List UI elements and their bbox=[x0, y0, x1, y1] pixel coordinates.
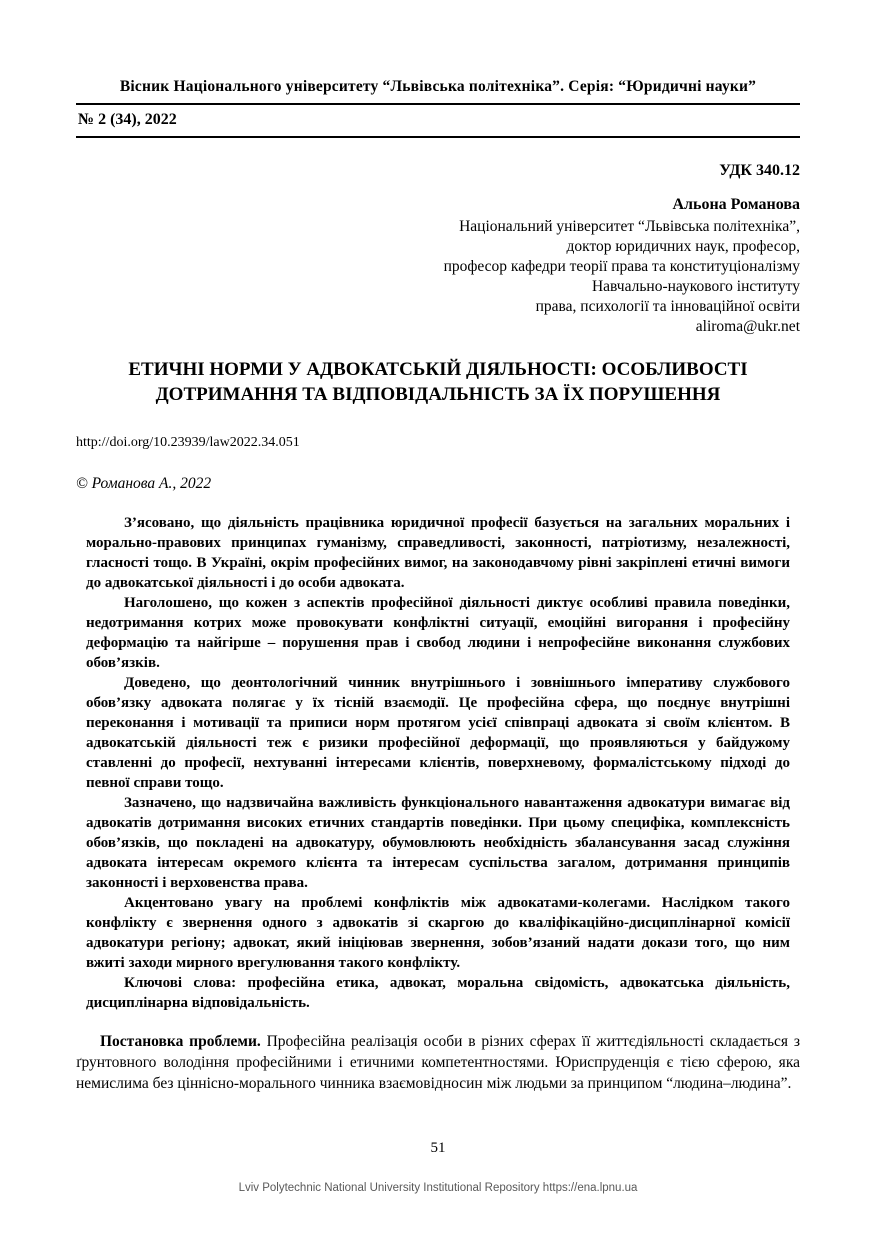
author-affiliation bbox=[76, 217, 800, 337]
page-number: 51 bbox=[430, 1140, 446, 1156]
doi-link[interactable]: http://doi.org/10.23939/law2022.34.051 bbox=[76, 435, 300, 450]
abstract-paragraph: З’ясовано, що діяльність працівника юридичної професії базується на загальних моральних і морально-правових принципах гуманізму, справедливості, законності, патріотизму, незалежності, гласності тощо. В Україні, окрім професійних вимог, на законодавчому рівні закріплені етичні вимоги до адвокатської діяльності і до особи адвоката. bbox=[86, 515, 790, 591]
keywords-text: професійна етика, адвокат, моральна свідомість, адвокатська діяльність, дисциплінарна відповідальність. bbox=[86, 975, 790, 1011]
journal-issue-number: № 2 (34), 2022 bbox=[76, 105, 800, 138]
author-name: Альона Романова bbox=[672, 196, 800, 213]
abstract-paragraph: Наголошено, що кожен з аспектів професійної діяльності диктує особливі правила поведінки, недотримання котрих може провокувати конфліктні ситуації, емоційні вигорання і професійну деформацію та найгірше – порушення прав і свобод людини і непрофесійне виконання службових обов’язків. bbox=[86, 595, 790, 671]
body-paragraph-text: Професійна реалізація особи в різних сферах її життєдіяльності складається з ґрунтовного володіння професійними і етичними компетентностями. Юриспруденція є тією сферою, яка немислима без ціннісно-морального чинника взаємовідносин між людьми за принципом “людина–людина”. bbox=[76, 1033, 800, 1092]
abstract-paragraph: Зазначено, що надзвичайна важливість функціонального навантаження адвокатури вимагає від адвокатів дотримання високих етичних стандартів поведінки. При цьому специфіка, комплексність обов’язків, що покладені на адвокатуру, обумовлюють необхідність збалансування засад служіння адвоката інтересам окремого клієнта та інтересам суспільства загалом, дотримання принципів законності і верховенства права. bbox=[86, 795, 790, 891]
abstract-paragraph: Доведено, що деонтологічний чинник внутрішнього і зовнішнього імперативу службового обов’язку адвоката полягає у їх тісній взаємодії. Це професійна сфера, що поєднує внутрішні переконання і мотивації та приписи норм протягом усієї співпраці адвоката зі своїм клієнтом. В адвокатській діяльності теж є ризики професійної деформації, що проявляються у байдужому ставленні до професії, нехтуванні інтересами клієнтів, поверхневому, формалістському підході до певної справи тощо. bbox=[86, 675, 790, 791]
author-affiliation-line: професор кафедри теорії права та конституціоналізму bbox=[443, 258, 800, 275]
abstract-paragraph: Акцентовано увагу на проблемі конфліктів між адвокатами-колегами. Наслідком такого конфлікту є звернення одного з адвокатів зі скаргою до кваліфікаційно-дисциплінарної комісії адвокатури регіону; адвокат, який ініціював звернення, зобов’язаний надати докази того, що ним вжиті заходи мирного врегулювання такого конфлікту. bbox=[86, 895, 790, 971]
udc-code: УДК 340.12 bbox=[719, 162, 800, 179]
copyright-notice: © Романова А., 2022 bbox=[76, 475, 212, 492]
author-affiliation-line: Навчально-наукового інституту bbox=[591, 278, 800, 295]
abstract-section bbox=[76, 513, 800, 1013]
body-paragraph bbox=[76, 1031, 800, 1094]
repository-footer: Lviv Polytechnic National University Institutional Repository https://ena.lpnu.ua bbox=[238, 1182, 638, 1194]
keywords-paragraph bbox=[86, 973, 790, 1013]
article-title: ЕТИЧНІ НОРМИ У АДВОКАТСЬКІЙ ДІЯЛЬНОСТІ: ОСОБЛИВОСТІ ДОТРИМАННЯ ТА ВІДПОВІДАЛЬНІСТЬ ЗА ЇХ ПОРУШЕННЯ bbox=[128, 359, 748, 405]
body-paragraph-lead: Постановка проблеми. bbox=[100, 1033, 261, 1050]
author-affiliation-line: права, психології та інноваційної освіти bbox=[535, 298, 800, 315]
author-affiliation-line: доктор юридичних наук, професор, bbox=[566, 238, 800, 255]
author-affiliation-line: Національний університет “Львівська політехніка”, bbox=[459, 218, 800, 235]
keywords-label: Ключові слова: bbox=[124, 975, 237, 991]
journal-header-title: Вісник Національного університету “Львівська політехніка”. Серія: “Юридичні науки” bbox=[76, 78, 800, 105]
author-email-link[interactable]: aliroma@ukr.net bbox=[695, 318, 800, 335]
